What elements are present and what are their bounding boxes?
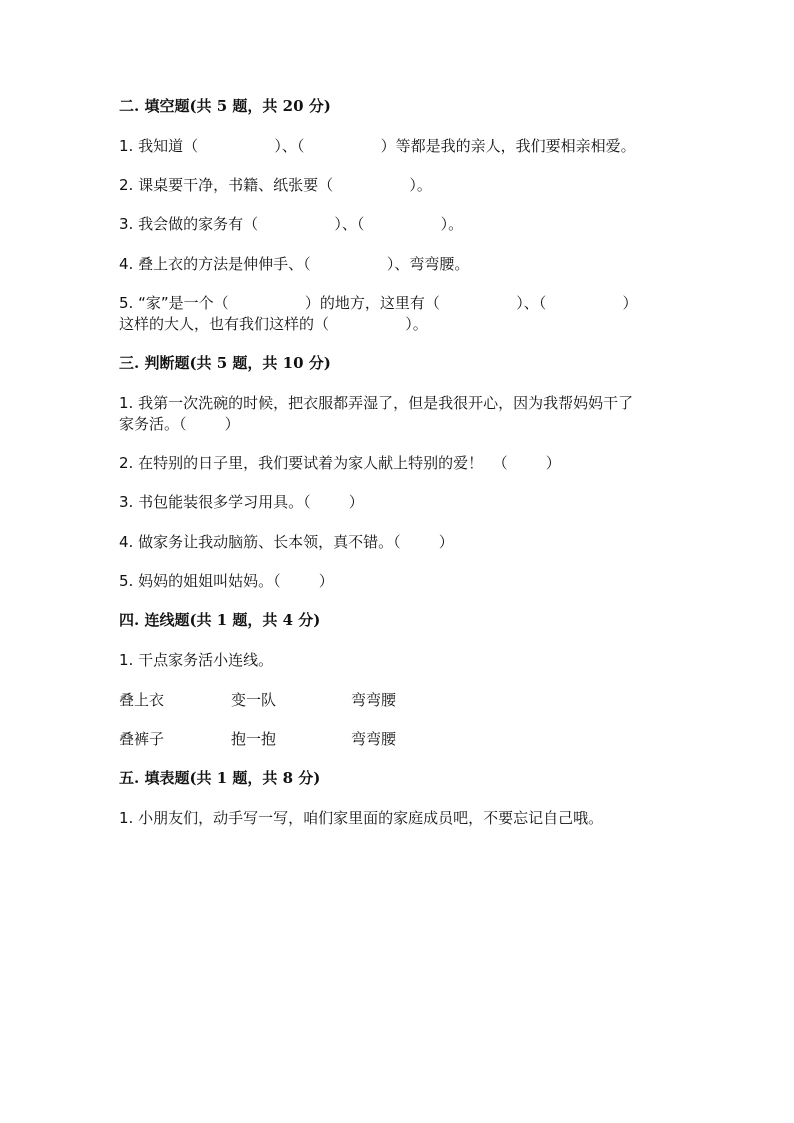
judge-question-4: 4. 做家务让我动脑筋、长本领，真不错。（ ） <box>119 533 454 551</box>
section-5-heading: 五. 填表题(共 1 题，共 8 分) <box>119 769 321 787</box>
section-2-heading: 二. 填空题(共 5 题，共 20 分) <box>119 97 331 115</box>
fill-question-2: 2. 课桌要干净，书籍、纸张要（ ）。 <box>119 176 432 194</box>
matching-question-1: 1. 干点家务活小连线。 <box>119 651 274 669</box>
judge-question-3: 3. 书包能装很多学习用具。（ ） <box>119 493 364 511</box>
table-question-1: 1. 小朋友们，动手写一写，咱们家里面的家庭成员吧，不要忘记自己哦。 <box>119 809 604 827</box>
fill-question-4: 4. 叠上衣的方法是伸伸手、（ ）、弯弯腰。 <box>119 255 470 273</box>
matching-item: 弯弯腰 <box>351 691 397 709</box>
matching-item: 叠裤子 <box>119 730 165 748</box>
judge-question-5: 5. 妈妈的姐姐叫姑妈。（ ） <box>119 572 334 590</box>
matching-item: 变一队 <box>231 691 277 709</box>
judge-question-1-line-2: 家务活。（ ） <box>119 415 240 433</box>
fill-question-5-line-2: 这样的大人，也有我们这样的（ ）。 <box>119 315 428 333</box>
matching-item: 弯弯腰 <box>351 730 397 748</box>
matching-item: 抱一抱 <box>231 730 277 748</box>
section-3-heading: 三. 判断题(共 5 题，共 10 分) <box>119 354 331 372</box>
fill-question-5-line-1: 5. “家”是一个（ ）的地方，这里有（ ）、（ ） <box>119 294 638 312</box>
fill-question-3: 3. 我会做的家务有（ ）、（ ）。 <box>119 215 464 233</box>
matching-item: 叠上衣 <box>119 691 165 709</box>
judge-question-1-line-1: 1. 我第一次洗碗的时候，把衣服都弄湿了，但是我很开心，因为我帮妈妈干了 <box>119 394 634 412</box>
fill-question-1: 1. 我知道（ ）、（ ）等都是我的亲人，我们要相亲相爱。 <box>119 137 636 155</box>
judge-question-2: 2. 在特别的日子里，我们要试着为家人献上特别的爱！ （ ） <box>119 454 561 472</box>
section-4-heading: 四. 连线题(共 1 题，共 4 分) <box>119 611 321 629</box>
